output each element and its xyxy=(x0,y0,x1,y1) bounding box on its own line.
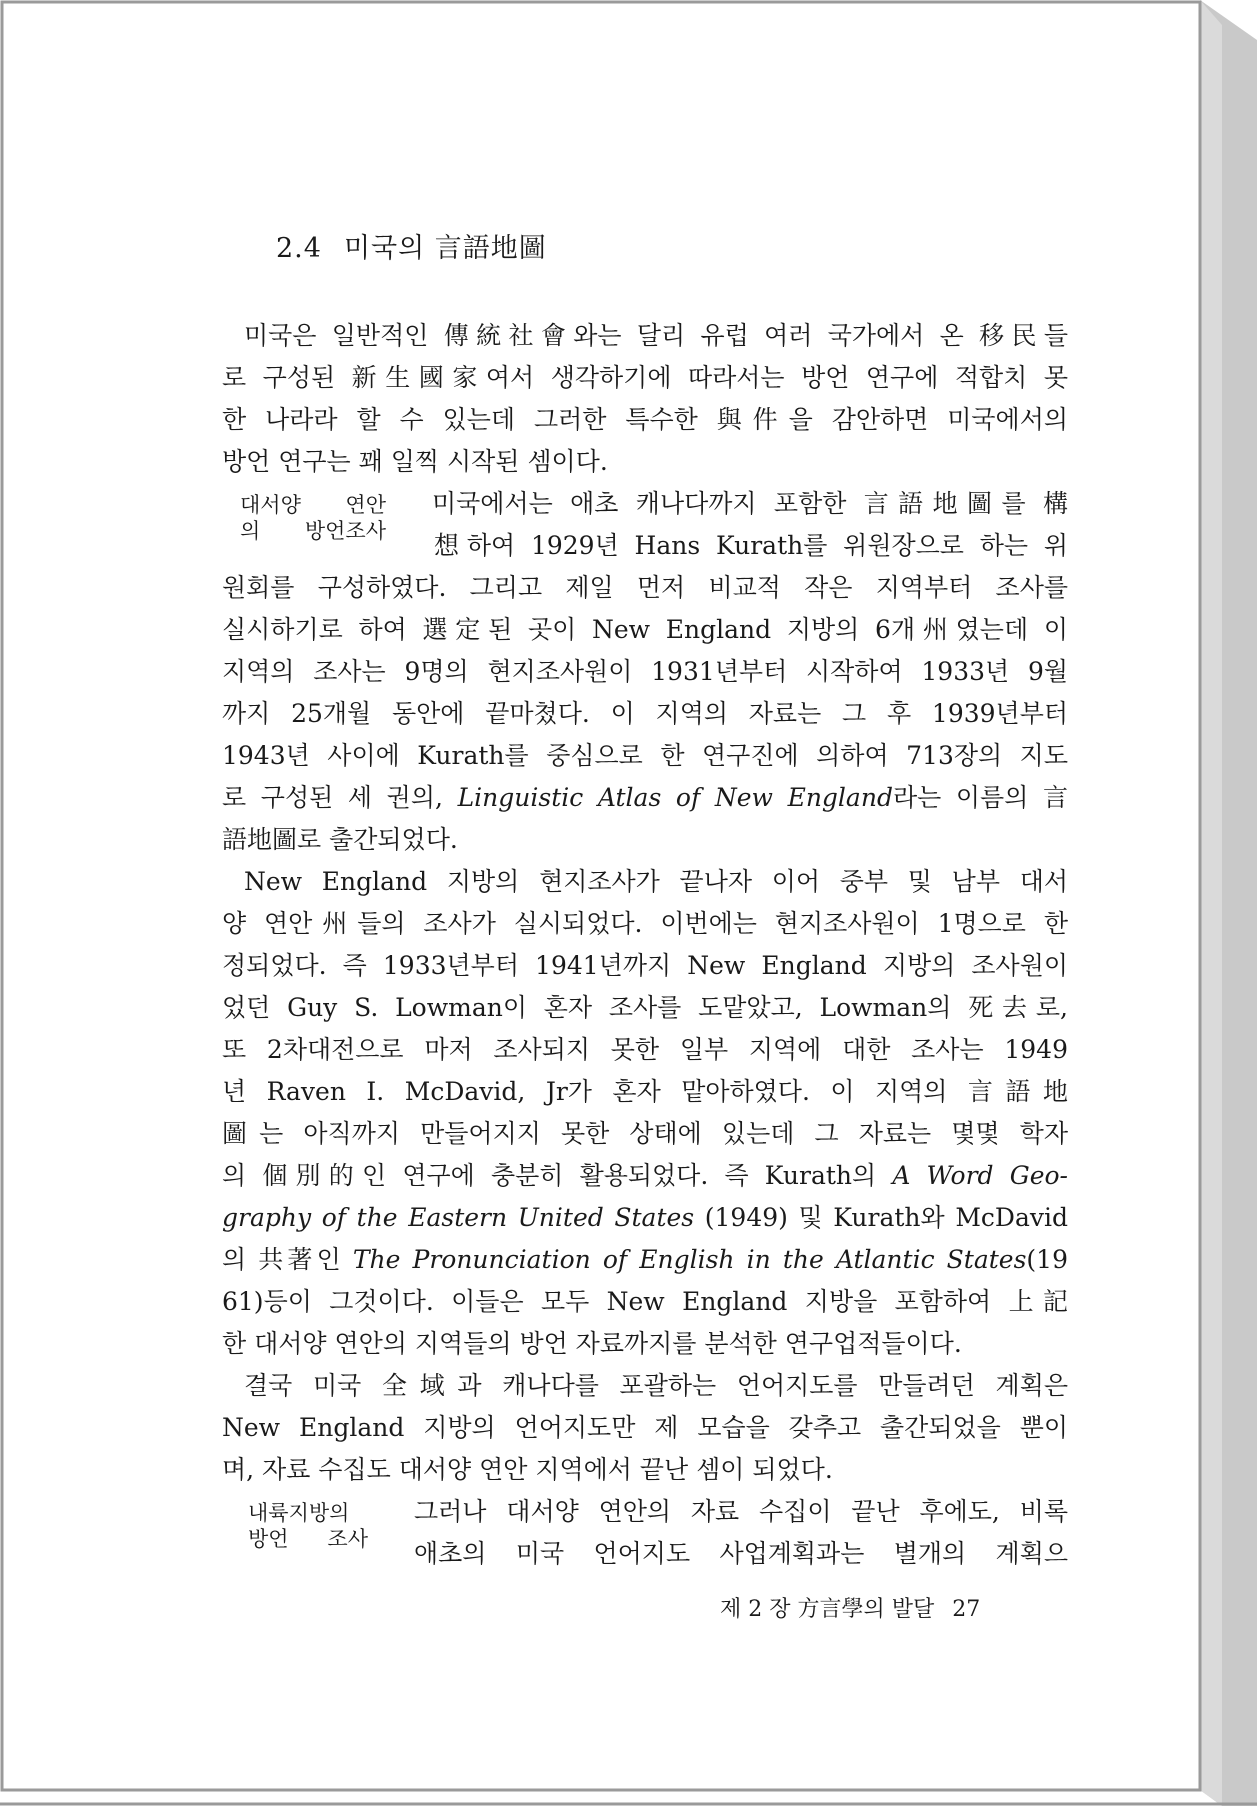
text-line: 방언 연구는 꽤 일찍 시작된 셈이다. xyxy=(222,447,608,476)
text-line: 한 나라라 할 수 있는데 그러한 특수한 與件을 감안하면 미국에서의 xyxy=(222,405,1068,434)
text-run: 라는 이름의 言 xyxy=(892,783,1068,812)
running-footer xyxy=(720,1592,980,1623)
book-title-italic: Linguistic Atlas of New England xyxy=(457,783,893,812)
text-line: 며, 자료 수집도 대서양 연안 지역에서 끝난 셈이 되었다. xyxy=(222,1455,833,1484)
text-line: 양 연안州들의 조사가 실시되었다. 이번에는 현지조사원이 1명으로 한 xyxy=(222,909,1068,938)
margin-note-inland xyxy=(248,1500,368,1552)
text-line: New England 지방의 현지조사가 끝나자 이어 중부 및 남부 대서 xyxy=(244,867,1068,896)
text-line: 원회를 구성하였다. 그리고 제일 먼저 비교적 작은 지역부터 조사를 xyxy=(222,573,1068,602)
text-line: 語地圖로 출간되었다. xyxy=(222,825,458,854)
book-title-italic: graphy of the Eastern United States xyxy=(222,1203,695,1232)
margin-note-line: 내륙지방의 xyxy=(248,1501,350,1525)
section-title: 미국의 言語地圖 xyxy=(343,233,547,264)
text-line: New England 지방의 언어지도만 제 모습을 갖추고 출간되었을 뿐이 xyxy=(222,1413,1068,1442)
text-run: (19 xyxy=(1026,1245,1068,1274)
text-line: 애초의 미국 언어지도 사업계획과는 별개의 계획으 xyxy=(414,1539,1068,1568)
text-line: 까지 25개월 동안에 끝마쳤다. 이 지역의 자료는 그 후 1939년부터 xyxy=(222,699,1068,728)
text-run: (1949) 및 Kurath와 McDavid xyxy=(704,1203,1068,1232)
section-heading xyxy=(276,226,547,265)
text-line: 지역의 조사는 9명의 현지조사원이 1931년부터 시작하여 1933년 9월 xyxy=(222,657,1068,686)
section-number: 2.4 xyxy=(276,233,322,264)
margin-note-line: 방언 조사 xyxy=(248,1527,368,1551)
text-line: 또 2차대전으로 마저 조사되지 못한 일부 지역에 대한 조사는 1949 xyxy=(222,1035,1068,1064)
text-line xyxy=(222,1158,1068,1194)
book-title-italic: A Word Geo- xyxy=(892,1161,1068,1190)
text-line: 미국에서는 애초 캐나다까지 포함한 言語地圖를 構 xyxy=(432,489,1068,518)
book-title-italic: The Pronunciation of English in the Atlantic States xyxy=(352,1245,1027,1274)
text-line: 그러나 대서양 연안의 자료 수집이 끝난 후에도, 비록 xyxy=(414,1497,1068,1526)
text-line: 결국 미국 全域과 캐나다를 포괄하는 언어지도를 만들려던 계획은 xyxy=(244,1371,1068,1400)
text-run: 의 個別的인 연구에 충분히 활용되었다. 즉 Kurath의 xyxy=(222,1161,893,1190)
text-line xyxy=(222,780,1068,816)
text-line xyxy=(222,1200,1068,1236)
chapter-label: 제 2 장 方言學의 발달 xyxy=(720,1597,935,1622)
text-line: 정되었다. 즉 1933년부터 1941년까지 New England 지방의 조사원이 xyxy=(222,951,1068,980)
text-line xyxy=(222,1242,1068,1278)
text-line: 圖는 아직까지 만들어지지 못한 상태에 있는데 그 자료는 몇몇 학자 xyxy=(222,1119,1068,1148)
margin-note-atlantic xyxy=(240,492,386,544)
text-line: 1943년 사이에 Kurath를 중심으로 한 연구진에 의하여 713장의 지도 xyxy=(222,741,1068,770)
text-line: 로 구성된 新生國家여서 생각하기에 따라서는 방언 연구에 적합치 못 xyxy=(222,363,1068,392)
text-line: 61)등이 그것이다. 이들은 모두 New England 지방을 포함하여 上記 xyxy=(222,1287,1068,1316)
text-line: 想하여 1929년 Hans Kurath를 위원장으로 하는 위 xyxy=(434,531,1068,560)
text-line: 실시하기로 하여 選定된 곳이 New England 지방의 6개州였는데 이 xyxy=(222,615,1068,644)
text-run: 의 共著인 xyxy=(222,1245,353,1274)
text-line: 한 대서양 연안의 지역들의 방언 자료까지를 분석한 연구업적들이다. xyxy=(222,1329,962,1358)
text-line: 년 Raven I. McDavid, Jr가 혼자 맡아하였다. 이 지역의 言語地 xyxy=(222,1077,1068,1106)
margin-note-line: 의 방언조사 xyxy=(240,519,386,543)
text-line: 미국은 일반적인 傳統社會와는 달리 유럽 여러 국가에서 온 移民들 xyxy=(244,321,1068,350)
text-run: 로 구성된 세 권의, xyxy=(222,783,458,812)
text-line: 었던 Guy S. Lowman이 혼자 조사를 도맡았고, Lowman의 死去로, xyxy=(222,993,1068,1022)
page-number: 27 xyxy=(952,1597,981,1622)
margin-note-line: 대서양 연안 xyxy=(240,493,386,517)
